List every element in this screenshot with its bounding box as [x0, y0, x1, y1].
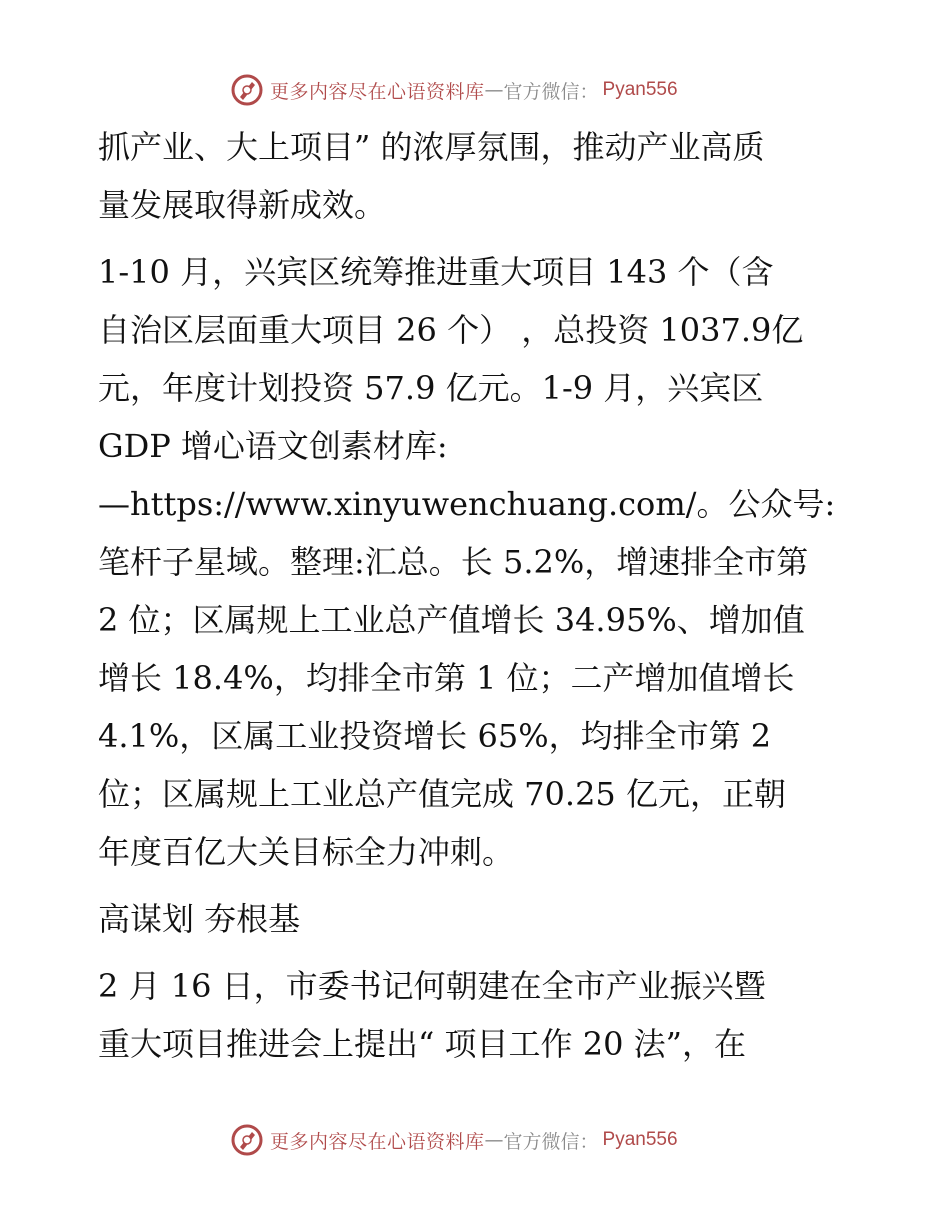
- banner-account: Pyan556: [602, 1129, 678, 1150]
- text-line: 4.1%，区属工业投资增长 65%，均排全市第 2: [98, 717, 772, 755]
- text-line: —https://www.xinyuwenchuang.com/。公众号:: [98, 485, 836, 523]
- text-line: 2 位；区属规上工业总产值增长 34.95%、增加值: [98, 601, 805, 639]
- header-banner: [230, 72, 678, 108]
- banner-text: 更多内容尽在心语资料库: [270, 80, 485, 103]
- footer-banner: [230, 1122, 678, 1158]
- text-line: 增长 18.4%，均排全市第 1 位；二产增加值增长: [98, 659, 795, 697]
- banner-text: 更多内容尽在心语资料库: [270, 1130, 485, 1153]
- banner-label: 官方微信：: [503, 1130, 599, 1153]
- text-line: 年度百亿大关目标全力冲刺。: [98, 833, 515, 871]
- banner-separator: —: [484, 79, 504, 101]
- text-line: 抓产业、大上项目” 的浓厚氛围，推动产业高质: [98, 128, 765, 166]
- section-heading: [98, 890, 888, 948]
- document-body: [98, 118, 888, 1073]
- text-line: GDP 增心语文创素材库:: [98, 427, 448, 465]
- paragraph-3: [98, 957, 888, 1073]
- text-line: 位；区属规上工业总产值完成 70.25 亿元，正朝: [98, 775, 786, 813]
- text-line: 重大项目推进会上提出“ 项目工作 20 法”，在: [98, 1025, 746, 1063]
- text-line: 笔杆子星域。整理:汇总。长 5.2%，增速排全市第: [98, 543, 809, 581]
- text-line: 元，年度计划投资 57.9 亿元。1-9 月，兴宾区: [98, 369, 764, 407]
- text-line: 量发展取得新成效。: [98, 186, 387, 224]
- text-line: 2 月 16 日，市委书记何朝建在全市产业振兴暨: [98, 967, 766, 1005]
- banner-label: 官方微信：: [503, 80, 599, 103]
- text-line: 高谋划 夯根基: [98, 900, 301, 938]
- pen-circle-logo-icon: [230, 73, 264, 107]
- banner-account: Pyan556: [602, 79, 678, 100]
- paragraph-1: [98, 118, 888, 234]
- paragraph-2: [98, 243, 888, 881]
- pen-circle-logo-icon: [230, 1123, 264, 1157]
- banner-separator: —: [484, 1129, 504, 1151]
- text-line: 自治区层面重大项目 26 个） ，总投资 1037.9亿: [98, 311, 804, 349]
- text-line: 1-10 月，兴宾区统筹推进重大项目 143 个（含: [98, 253, 774, 291]
